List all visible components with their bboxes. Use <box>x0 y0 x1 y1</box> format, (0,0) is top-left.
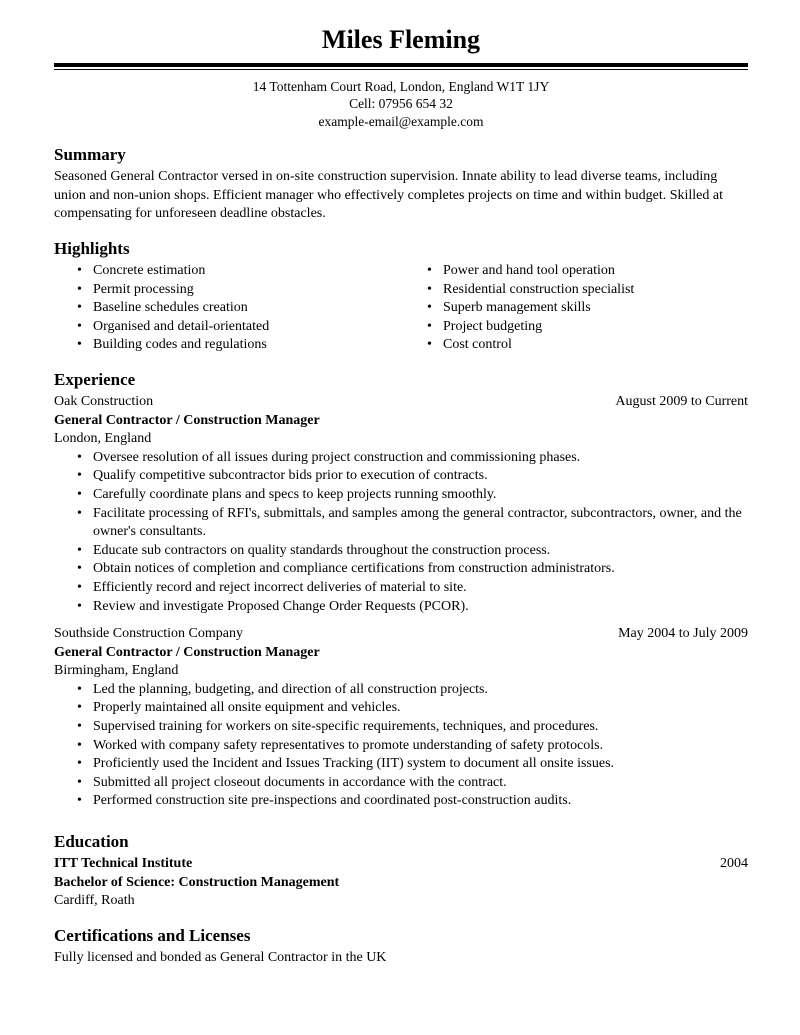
list-item: • Review and investigate Proposed Change Order Requests (PCOR). <box>54 598 748 617</box>
job-title: General Contractor / Construction Manager <box>54 644 320 660</box>
list-item: • Carefully coordinate plans and specs to keep projects running smoothly. <box>54 486 748 505</box>
list-item: • Efficiently record and reject incorrect deliveries of material to site. <box>54 579 748 598</box>
highlights-section <box>54 238 748 355</box>
list-item: • Concrete estimation <box>54 262 425 281</box>
contact-address: 14 Tottenham Court Road, London, England W1T 1JY <box>252 79 550 94</box>
education-header <box>54 855 748 874</box>
job-dates: August 2009 to Current <box>615 393 748 409</box>
name: Miles Fleming <box>321 25 481 54</box>
school-name: ITT Technical Institute <box>54 856 193 872</box>
list-item: • Educate sub contractors on quality standards throughout the construction process. <box>54 542 748 561</box>
school-location: Cardiff, Roath <box>54 893 135 909</box>
degree: Bachelor of Science: Construction Management <box>54 874 340 890</box>
list-item: • Supervised training for workers on site-specific requirements, techniques, and procedures. <box>54 718 748 737</box>
list-item: • Submitted all project closeout documents in accordance with the contract. <box>54 774 748 793</box>
job-duties <box>54 449 748 616</box>
company-name: Oak Construction <box>54 393 154 409</box>
section-heading-experience: Experience <box>54 369 136 389</box>
list-item: • Led the planning, budgeting, and direction of all construction projects. <box>54 681 748 700</box>
list-item: • Power and hand tool operation <box>425 262 748 281</box>
education-section <box>54 831 748 911</box>
job-header <box>54 625 748 644</box>
company-name: Southside Construction Company <box>54 626 243 642</box>
list-item: • Performed construction site pre-inspections and coordinated post-construction audits. <box>54 792 748 811</box>
job-dates: May 2004 to July 2009 <box>618 626 748 642</box>
certifications-section <box>54 925 748 968</box>
list-item: • Proficiently used the Incident and Issues Tracking (IIT) system to document all onsite issues. <box>54 755 748 774</box>
highlights-columns <box>54 262 748 355</box>
job-duties <box>54 681 748 811</box>
list-item: • Cost control <box>425 336 748 355</box>
job-header <box>54 393 748 412</box>
list-item: • Residential construction specialist <box>425 281 748 300</box>
list-item: • Facilitate processing of RFI's, submittals, and samples among the general contractor, subcontractors, owner, and the owner's consultants. <box>54 505 748 542</box>
summary-section <box>54 144 748 224</box>
job-title: General Contractor / Construction Manager <box>54 412 320 428</box>
list-item: • Project budgeting <box>425 318 748 337</box>
section-heading-summary: Summary <box>54 145 126 165</box>
list-item: • Worked with company safety representatives to promote understanding of safety protocols. <box>54 737 748 756</box>
contact-cell: Cell: 07956 654 32 <box>349 96 453 112</box>
list-item: • Obtain notices of completion and compliance certifications from construction administrators. <box>54 560 748 579</box>
section-heading-certifications: Certifications and Licenses <box>54 925 251 945</box>
resume-header <box>54 24 748 130</box>
certifications-text: Fully licensed and bonded as General Contractor in the UK <box>54 949 387 965</box>
graduation-year: 2004 <box>720 856 748 872</box>
list-item: • Oversee resolution of all issues during project construction and commissioning phases. <box>54 449 748 468</box>
list-item: • Permit processing <box>54 281 425 300</box>
highlights-column-right <box>425 262 748 355</box>
section-heading-highlights: Highlights <box>54 239 130 258</box>
contact-block <box>54 78 748 130</box>
list-item: • Properly maintained all onsite equipment and vehicles. <box>54 699 748 718</box>
experience-section <box>54 369 748 811</box>
list-item: • Baseline schedules creation <box>54 299 425 318</box>
section-heading-education: Education <box>54 832 129 852</box>
list-item: • Organised and detail-orientated <box>54 318 425 337</box>
job-entry <box>54 625 748 811</box>
contact-email: example-email@example.com <box>318 113 484 129</box>
job-entry <box>54 393 748 616</box>
list-item: • Qualify competitive subcontractor bids prior to execution of contracts. <box>54 467 748 486</box>
list-item: • Superb management skills <box>425 299 748 318</box>
highlights-column-left <box>54 262 425 355</box>
job-location: Birmingham, England <box>54 663 179 679</box>
summary-text: Seasoned General Contractor versed in on-site construction supervision. Innate ability to lead diverse teams, including union and non-union shops. Efficient manager who effectively completes projects on time and within budget. Skilled at compensating for unforeseen deadline obstacles. <box>54 169 723 222</box>
job-location: London, England <box>54 431 152 447</box>
header-rule <box>54 63 748 70</box>
list-item: • Building codes and regulations <box>54 336 425 355</box>
